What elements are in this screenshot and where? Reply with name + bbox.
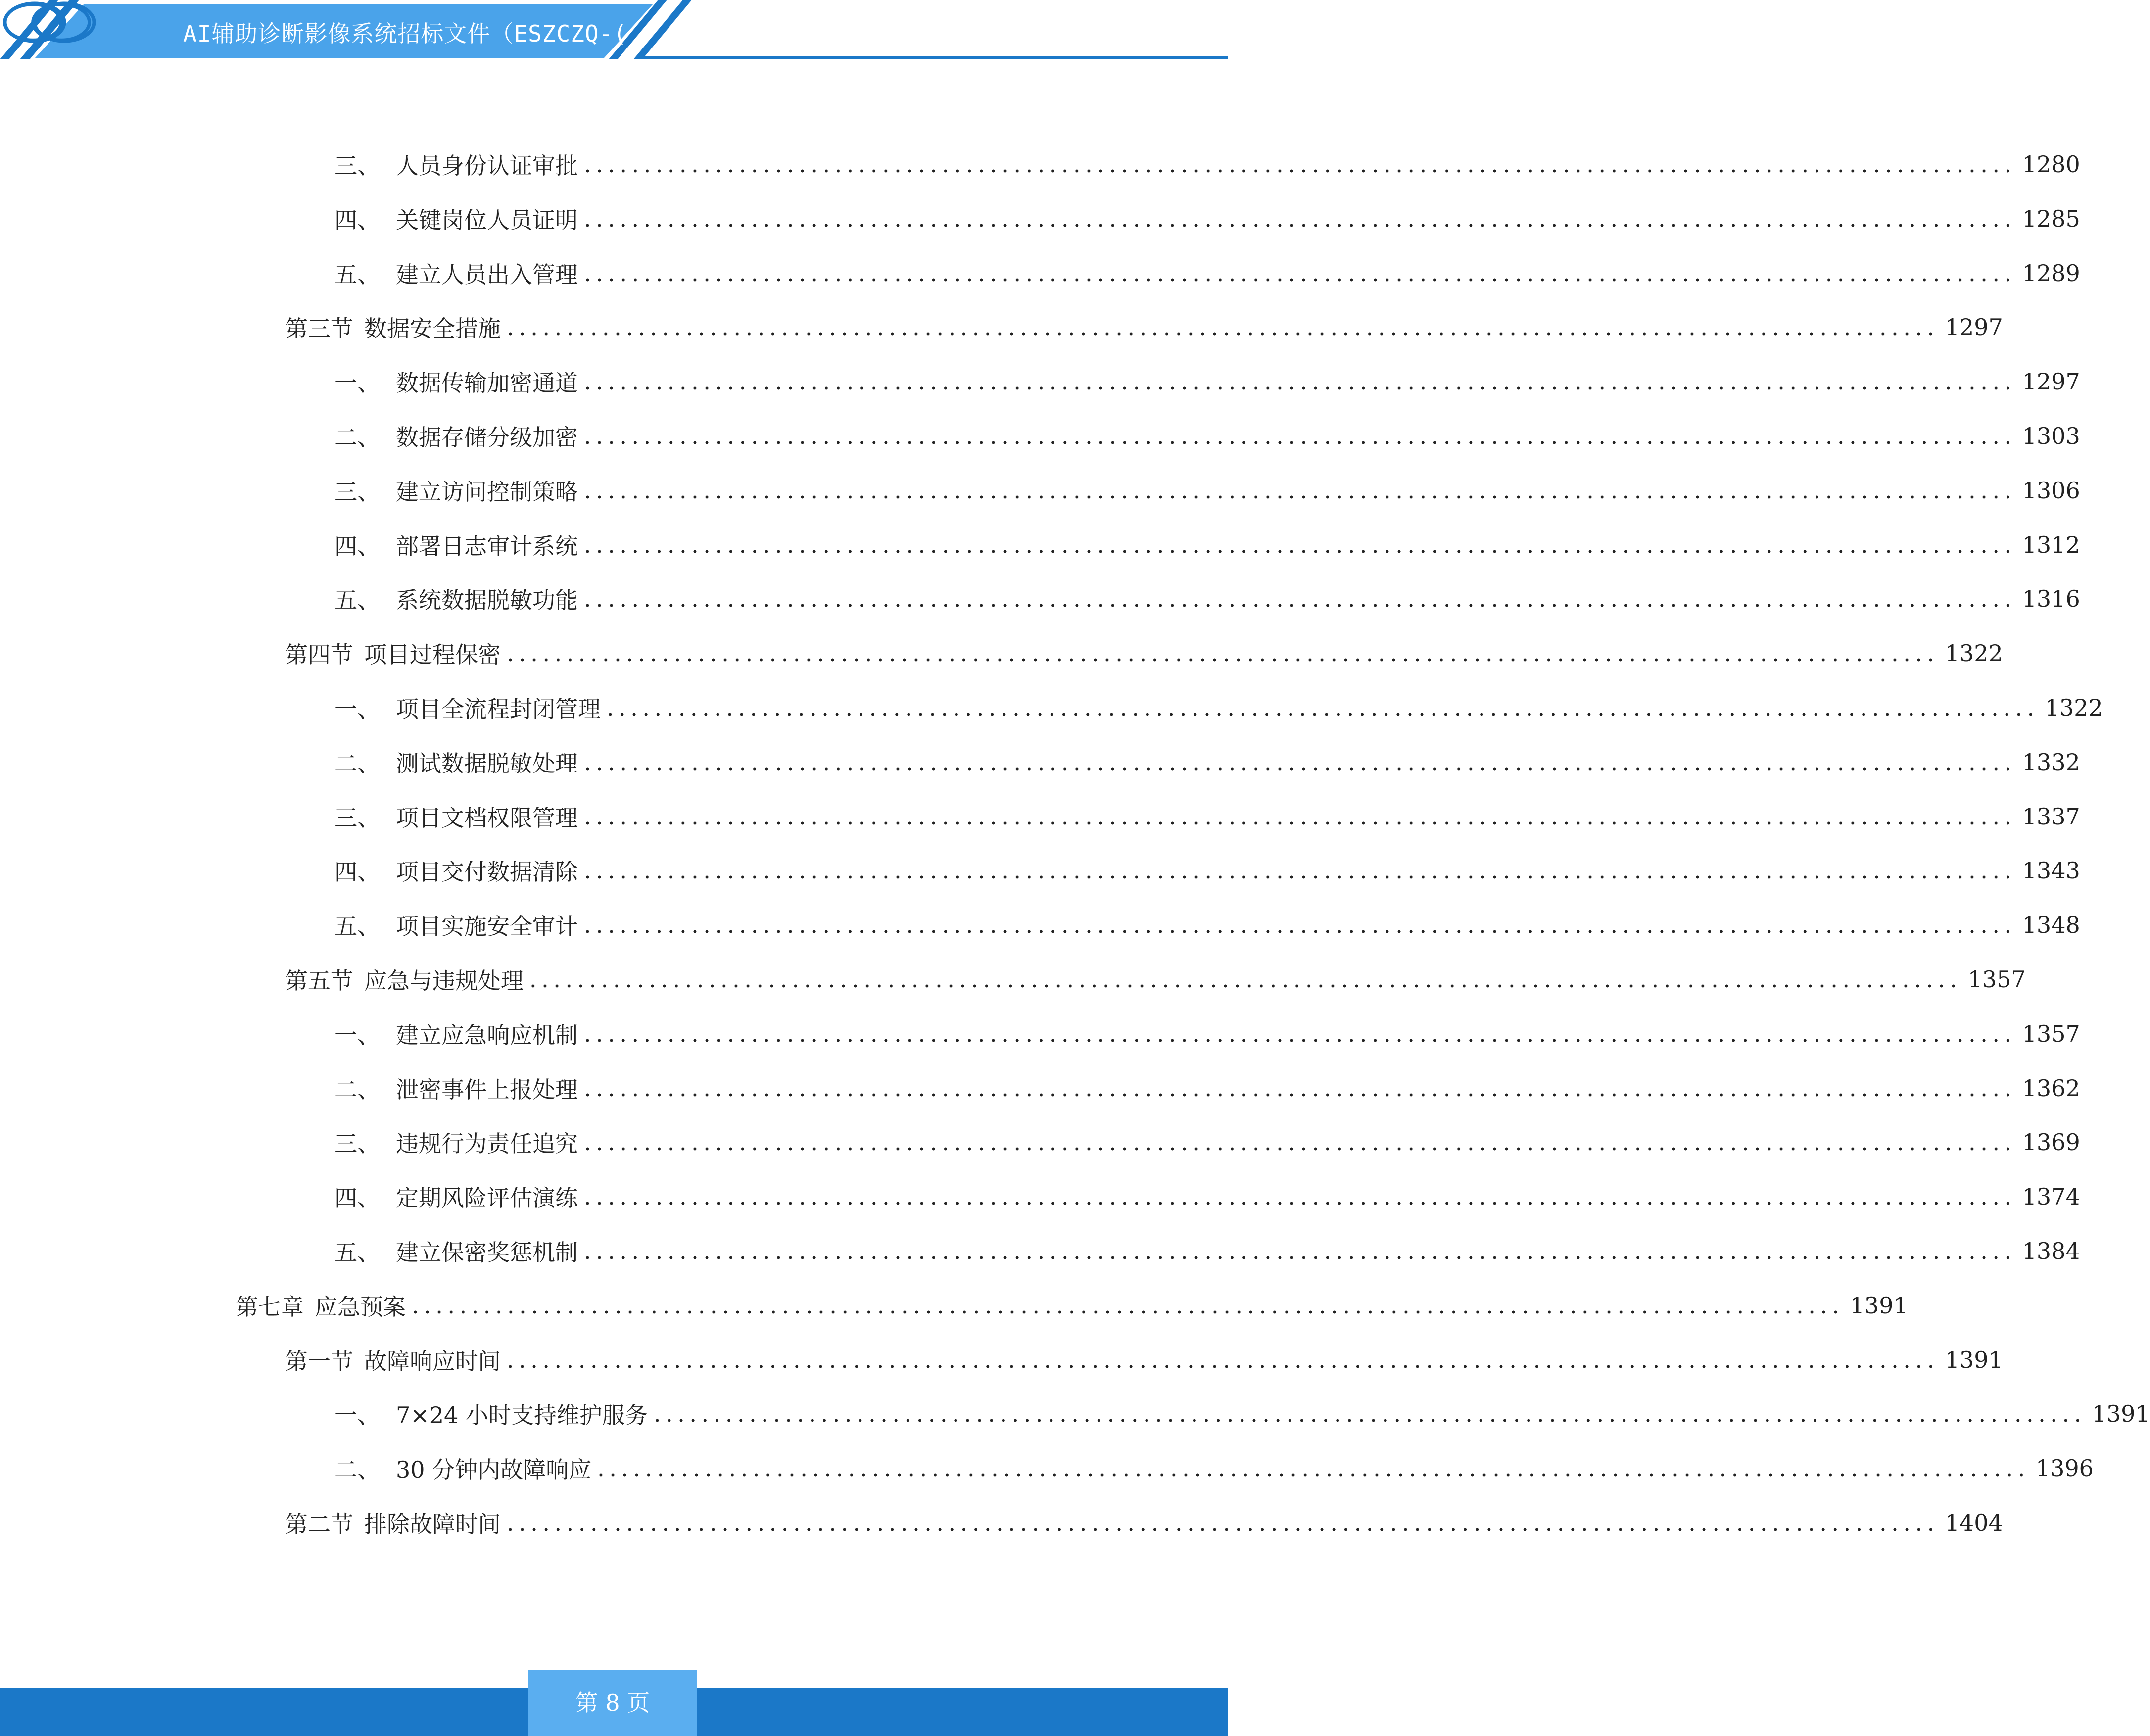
toc-entry-title: 应急与违规处理 (364, 967, 524, 994)
toc-entry-title: 应急预案 (315, 1294, 406, 1320)
toc-entry-page: 1391 (2092, 1400, 2150, 1427)
toc-dot-leader: ........................................................................................................................ (597, 1455, 2030, 1482)
toc-dot-leader: ........................................................................................................................ (584, 260, 2016, 287)
toc-dot-leader: ........................................................................................................................ (584, 1183, 2016, 1210)
toc-dot-leader: ........................................................................................................................ (584, 803, 2016, 830)
toc-entry-title: 30 分钟内故障响应 (396, 1456, 592, 1483)
toc-entry-page: 1362 (2022, 1075, 2080, 1102)
toc-entry-number: 三、 (334, 479, 380, 505)
toc-entry-page: 1297 (1945, 314, 2003, 340)
toc-entry-number: 五、 (334, 913, 380, 940)
toc-entry-page: 1289 (2022, 260, 2080, 287)
toc-entry-title: 关键岗位人员证明 (396, 207, 578, 234)
toc-entry[interactable] (334, 581, 2080, 616)
toc-entry[interactable] (285, 1343, 2003, 1377)
toc-entry-title: 建立保密奖惩机制 (396, 1239, 578, 1266)
toc-entry-page: 1316 (2022, 585, 2080, 612)
toc-dot-leader: ........................................................................................................................ (584, 912, 2016, 938)
toc-entry-number: 四、 (334, 859, 380, 885)
toc-dot-leader: ........................................................................................................................ (584, 585, 2016, 612)
toc-entry-title: 违规行为责任追究 (396, 1130, 578, 1157)
toc-entry-page: 1303 (2022, 423, 2080, 449)
toc-entry-number: 二、 (334, 1076, 380, 1103)
toc-entry-title: 项目过程保密 (364, 641, 501, 668)
toc-entry-page: 1322 (1945, 640, 2003, 667)
toc-dot-leader: ........................................................................................................................ (507, 314, 1939, 340)
toc-entry-number: 二、 (334, 1456, 380, 1483)
toc-entry-title: 建立访问控制策略 (396, 479, 578, 505)
toc-entry-title: 数据存储分级加密 (396, 424, 578, 451)
toc-entry-page: 1343 (2022, 857, 2080, 884)
toc-entry-number: 第七章 (236, 1294, 304, 1320)
toc-entry[interactable] (334, 908, 2080, 942)
toc-dot-leader: ........................................................................................................................ (584, 1020, 2016, 1047)
toc-entry-title: 泄密事件上报处理 (396, 1076, 578, 1103)
toc-entry-number: 一、 (334, 696, 380, 723)
toc-entry-title: 测试数据脱敏处理 (396, 750, 578, 777)
toc-entry-title: 定期风险评估演练 (396, 1185, 578, 1211)
toc-entry-number: 四、 (334, 533, 380, 560)
toc-entry-page: 1312 (2022, 531, 2080, 558)
toc-dot-leader: ........................................................................................................................ (584, 477, 2016, 504)
toc-dot-leader: ........................................................................................................................ (584, 151, 2016, 178)
toc-entry[interactable] (334, 1451, 2094, 1486)
toc-entry-page: 1391 (1945, 1347, 2003, 1373)
toc-entry-page: 1391 (1850, 1292, 1908, 1319)
header-title: AI辅助诊断影像系统招标文件（ESZCZQ-( (183, 20, 627, 47)
double-ring-logo-icon (0, 0, 94, 45)
toc-dot-leader: ........................................................................................................................ (507, 1509, 1939, 1536)
toc-entry-number: 第四节 (285, 641, 353, 668)
toc-entry[interactable] (285, 636, 2003, 671)
toc-entry[interactable] (285, 962, 2026, 997)
toc-entry-number: 第二节 (285, 1511, 353, 1538)
toc-dot-leader: ........................................................................................................................ (584, 857, 2016, 884)
toc-entry-title: 7×24 小时支持维护服务 (396, 1402, 648, 1429)
toc-dot-leader: ........................................................................................................................ (584, 423, 2016, 449)
toc-entry[interactable] (334, 745, 2080, 779)
toc-dot-leader: ........................................................................................................................ (584, 1238, 2016, 1264)
page-number: 第 8 页 (575, 1689, 650, 1716)
toc-entry[interactable] (334, 853, 2080, 888)
toc-dot-leader: ........................................................................................................................ (584, 749, 2016, 775)
toc-entry-number: 一、 (334, 370, 380, 396)
toc-entry-page: 1384 (2022, 1238, 2080, 1264)
toc-entry[interactable] (334, 1179, 2080, 1214)
toc-entry-number: 一、 (334, 1022, 380, 1049)
toc-entry-number: 五、 (334, 261, 380, 288)
toc-entry-number: 三、 (334, 152, 380, 179)
toc-entry-title: 排除故障时间 (364, 1511, 501, 1538)
toc-entry[interactable] (334, 256, 2080, 290)
toc-entry-number: 二、 (334, 424, 380, 451)
toc-entry-page: 1285 (2022, 205, 2080, 232)
toc-entry[interactable] (334, 1016, 2080, 1051)
toc-entry[interactable] (334, 690, 2103, 725)
toc-entry[interactable] (334, 364, 2080, 399)
toc-entry[interactable] (285, 1505, 2003, 1540)
toc-dot-leader: ........................................................................................................................ (507, 640, 1939, 667)
toc-entry-page: 1404 (1945, 1509, 2003, 1536)
toc-entry[interactable] (285, 310, 2003, 344)
toc-entry-number: 第五节 (285, 967, 353, 994)
toc-entry-title: 项目全流程封闭管理 (396, 696, 601, 723)
toc-entry[interactable] (236, 1288, 1908, 1323)
toc-entry-page: 1357 (2022, 1020, 2080, 1047)
toc-entry-page: 1396 (2035, 1455, 2094, 1482)
toc-entry-number: 一、 (334, 1402, 380, 1429)
toc-dot-leader: ........................................................................................................................ (653, 1400, 2086, 1427)
toc-entry[interactable] (334, 473, 2080, 508)
toc-entry[interactable] (334, 1071, 2080, 1106)
toc-dot-leader: ........................................................................................................................ (584, 531, 2016, 558)
toc-entry-page: 1337 (2022, 803, 2080, 830)
toc-entry-page: 1357 (1967, 966, 2026, 993)
toc-entry-page: 1369 (2022, 1129, 2080, 1156)
toc-entry[interactable] (334, 147, 2080, 182)
toc-dot-leader: ........................................................................................................................ (412, 1292, 1844, 1319)
toc-entry-title: 故障响应时间 (364, 1348, 501, 1375)
toc-entry[interactable] (334, 1234, 2080, 1268)
toc-entry-page: 1322 (2045, 694, 2103, 721)
toc-entry-page: 1348 (2022, 912, 2080, 938)
toc-entry[interactable] (334, 528, 2080, 562)
toc-entry-title: 项目交付数据清除 (396, 859, 578, 885)
page-header (0, 0, 1228, 67)
toc-entry-number: 五、 (334, 587, 380, 614)
toc-entry[interactable] (334, 419, 2080, 453)
toc-entry-title: 数据传输加密通道 (396, 370, 578, 396)
toc-entry-number: 第三节 (285, 315, 353, 342)
toc-dot-leader: ........................................................................................................................ (584, 1129, 2016, 1156)
toc-entry-number: 四、 (334, 207, 380, 234)
toc-dot-leader: ........................................................................................................................ (584, 368, 2016, 395)
toc-entry-title: 数据安全措施 (364, 315, 501, 342)
toc-entry-page: 1297 (2022, 368, 2080, 395)
toc-dot-leader: ........................................................................................................................ (507, 1347, 1939, 1373)
toc-dot-leader: ........................................................................................................................ (584, 205, 2016, 232)
toc-entry-number: 三、 (334, 805, 380, 831)
toc-dot-leader: ........................................................................................................................ (607, 694, 2039, 721)
toc-dot-leader: ........................................................................................................................ (584, 1075, 2016, 1102)
toc-dot-leader: ........................................................................................................................ (529, 966, 1962, 993)
toc-entry-title: 建立应急响应机制 (396, 1022, 578, 1049)
toc-entry[interactable] (334, 1125, 2080, 1159)
toc-entry-title: 部署日志审计系统 (396, 533, 578, 560)
toc-entry-page: 1332 (2022, 749, 2080, 775)
toc-entry-title: 项目实施安全审计 (396, 913, 578, 940)
toc-entry-title: 系统数据脱敏功能 (396, 587, 578, 614)
toc-entry[interactable] (334, 201, 2080, 236)
toc-entry-page: 1306 (2022, 477, 2080, 504)
toc-entry[interactable] (334, 799, 2080, 834)
toc-entry-number: 三、 (334, 1130, 380, 1157)
toc-entry-title: 人员身份认证审批 (396, 152, 578, 179)
toc-entry-title: 项目文档权限管理 (396, 805, 578, 831)
toc-entry[interactable] (334, 1397, 2150, 1431)
toc-entry-number: 二、 (334, 750, 380, 777)
toc-entry-page: 1280 (2022, 151, 2080, 178)
toc-entry-number: 四、 (334, 1185, 380, 1211)
toc-entry-title: 建立人员出入管理 (396, 261, 578, 288)
toc-entry-number: 五、 (334, 1239, 380, 1266)
toc-entry-number: 第一节 (285, 1348, 353, 1375)
toc-entry-page: 1374 (2022, 1183, 2080, 1210)
